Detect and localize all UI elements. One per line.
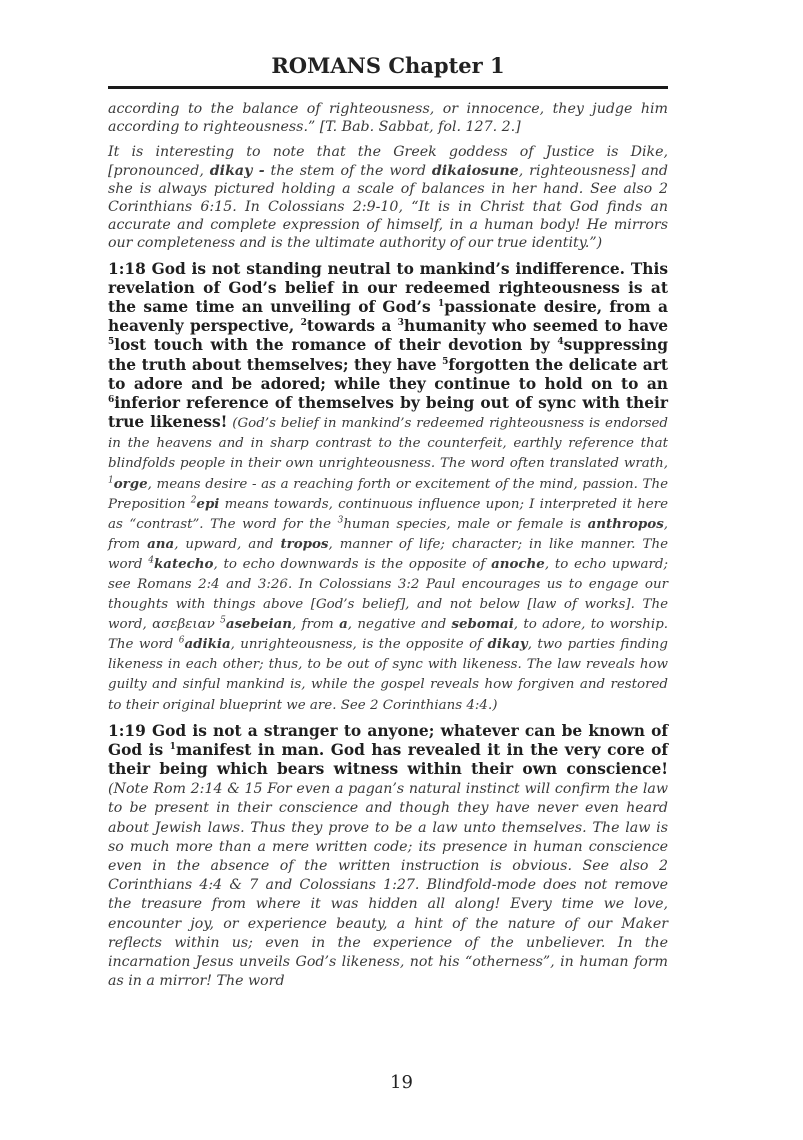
footnote-marker: 6 xyxy=(178,635,185,646)
keyword: ana xyxy=(147,535,175,552)
commentary-paragraph-continued: according to the balance of righteousness, or innocence, they judge him according to righteousness.” [T. Bab. Sabbat, fol. 127. 2.] xyxy=(108,101,668,136)
keyword: tropos xyxy=(280,535,329,552)
footnote-marker: 2 xyxy=(190,495,197,506)
verse-1-18: 1:18 God is not standing neutral to mankind’s indifference. This revelation of God’s belief in our redeemed righteousness is at the same time an unveiling of God’s $^1$passionate desire, from a heavenly perspective, $^2$towards a $^3$humanity who seemed to have $^5$lost touch with the romance of their devotion by $^4$suppressing the truth about themselves; they have $^5$forgotten the delicate art to adore and be adored; while they continue to hold on to an $^6$inferior reference of themselves by being out of sync with their true likeness! (God’s belief in mankind’s redeemed righteousness is endorsed in the heavens and in sharp contrast to the counterfeit, earthly reference that blindfolds people in their own unrighteousness. The word often translated wrath, $^1$orge, means desire - as a reaching forth or excitement of the mind, passion. The Preposition $^2$epi means towards, continuous influence upon; I interpreted it here as “contrast”. The word for the $^3$human species, male or female is anthropos, from ana, upward, and tropos, manner of life; character; in like manner. The word $^4$katecho, to echo downwards is the opposite of anoche, to echo upward; see Romans 2:4 and 3:26. In Colossians 3:2 Paul encourages us to engage our thoughts with things above [God’s belief], and not below [law of works]. The word, ασεβειαν $^5$asebeian, from a, negative and sebomai, to adore, to worship. The word $^6$adikia, unrighteousness, is the opposite of dikay, two parties finding likeness in each other; thus, to be out of sync with likeness. The law reveals how guilty and sinful mankind is, while the gospel reveals how forgiven and restored to their original blueprint we are. See 2 Corinthians 4:4.) xyxy=(108,259,669,713)
footnote-marker: 1 xyxy=(437,298,445,309)
verse-ref: 1:19 xyxy=(108,721,146,740)
footnote-marker: 4 xyxy=(557,337,564,348)
keyword: anthropos xyxy=(587,515,664,532)
keyword: sebomai xyxy=(451,616,514,633)
footnote-marker: 1 xyxy=(108,475,114,486)
verse-ref: 1:18 xyxy=(108,259,146,278)
footnote-marker: 3 xyxy=(337,515,344,526)
keyword: asebeian xyxy=(225,616,293,633)
keyword: a xyxy=(339,616,348,633)
keyword: anoche xyxy=(491,555,545,572)
footnote-marker: 3 xyxy=(397,318,404,329)
verse-1-19: 1:19 God is not a stranger to anyone; whatever can be known of God is $^1$manifest in man. God has revealed it in the very core of their being which bears witness within their own conscience! (Note Rom 2:14 & 15 For even a pagan’s natural instinct will confirm the law to be present in their conscience and though they have never even heard about Jewish laws. Thus they prove to be a law unto themselves. The law is so much more than a mere written code; its presence in human conscience even in the absence of the written instruction is obvious. See also 2 Corinthians 4:4 & 7 and Colossians 1:27. Blindfold-mode does not remove the treasure from where it was hidden all along! Every time we love, encounter joy, or experience beauty, a hint of the nature of our Maker reflects within us; even in the experience of the unbeliever. In the incarnation Jesus unveils God’s likeness, not his “otherness”, in human form as in a mirror! The word xyxy=(108,721,668,990)
footnote-marker: 5 xyxy=(220,615,226,626)
footnote-marker: 5 xyxy=(442,356,449,367)
header-rule xyxy=(108,86,668,89)
keyword: katecho xyxy=(153,555,214,572)
footnote-marker: 1 xyxy=(169,741,176,752)
verse-commentary: (God’s belief in mankind’s redeemed righteousness is endorsed in the heavens and in sharp contrast to the counterfeit, earthly reference that blindfolds people in their own unrighteousness. The word often translated wrath, $^1$orge, means desire - as a reaching forth or excitement of the mind, passion. The Preposition $^2$epi means towards, continuous influence upon; I interpreted it here as “contrast”. The word for the $^3$human species, male or female is anthropos, from ana, upward, and tropos, manner of life; character; in like manner. The word $^4$katecho, to echo downwards is the opposite of anoche, to echo upward; see Romans 2:4 and 3:26. In Colossians 3:2 Paul encourages us to engage our thoughts with things above [God’s belief], and not below [law of works]. The word, ασεβειαν $^5$asebeian, from a, negative and sebomai, to adore, to worship. The word $^6$adikia, unrighteousness, is the opposite of dikay, two parties finding likeness in each other; thus, to be out of sync with likeness. The law reveals how guilty and sinful mankind is, while the gospel reveals how forgiven and restored to their original blueprint we are. See 2 Corinthians 4:4.) xyxy=(108,416,669,713)
footnote-marker: 5 xyxy=(108,337,115,348)
verse-commentary: (Note Rom 2:14 & 15 For even a pagan’s natural instinct will confirm the law to be present in their conscience and though they have never even heard about Jewish laws. Thus they prove to be a law unto themselves. The law is so much more than a mere written code; its presence in human conscience even in the absence of the written instruction is obvious. See also 2 Corinthians 4:4 & 7 and Colossians 1:27. Blindfold-mode does not remove the treasure from where it was hidden all along! Every time we love, encounter joy, or experience beauty, a hint of the nature of our Maker reflects within us; even in the experience of the unbeliever. In the incarnation Jesus unveils God’s likeness, not his “otherness”, in human form as in a mirror! The word xyxy=(108,781,668,990)
footnote-marker: 4 xyxy=(148,555,154,566)
chapter-header: ROMANS Chapter 1 xyxy=(271,53,505,78)
keyword: dikay xyxy=(487,636,528,653)
footnote-marker: 6 xyxy=(108,394,115,405)
page-body xyxy=(108,100,668,998)
keyword: adikia xyxy=(184,636,231,653)
keyword: dikay - xyxy=(209,162,265,179)
keyword: orge xyxy=(113,475,148,492)
commentary-paragraph-dike: It is interesting to note that the Greek goddess of Justice is Dike, [pronounced, dikay - the stem of the word dikaiosune, righteousness] and she is always pictured holding a scale of balances in her hand. See also 2 Corinthians 6:15. In Colossians 2:9-10, “It is in Christ that God finds an accurate and complete expression of himself, in a human body! He mirrors our completeness and is the ultimate authority of our true identity.”) xyxy=(108,144,669,252)
keyword: dikaiosune xyxy=(431,162,519,179)
page-number: 19 xyxy=(390,1072,413,1093)
keyword: epi xyxy=(196,495,220,512)
footnote-marker: 2 xyxy=(300,318,307,329)
